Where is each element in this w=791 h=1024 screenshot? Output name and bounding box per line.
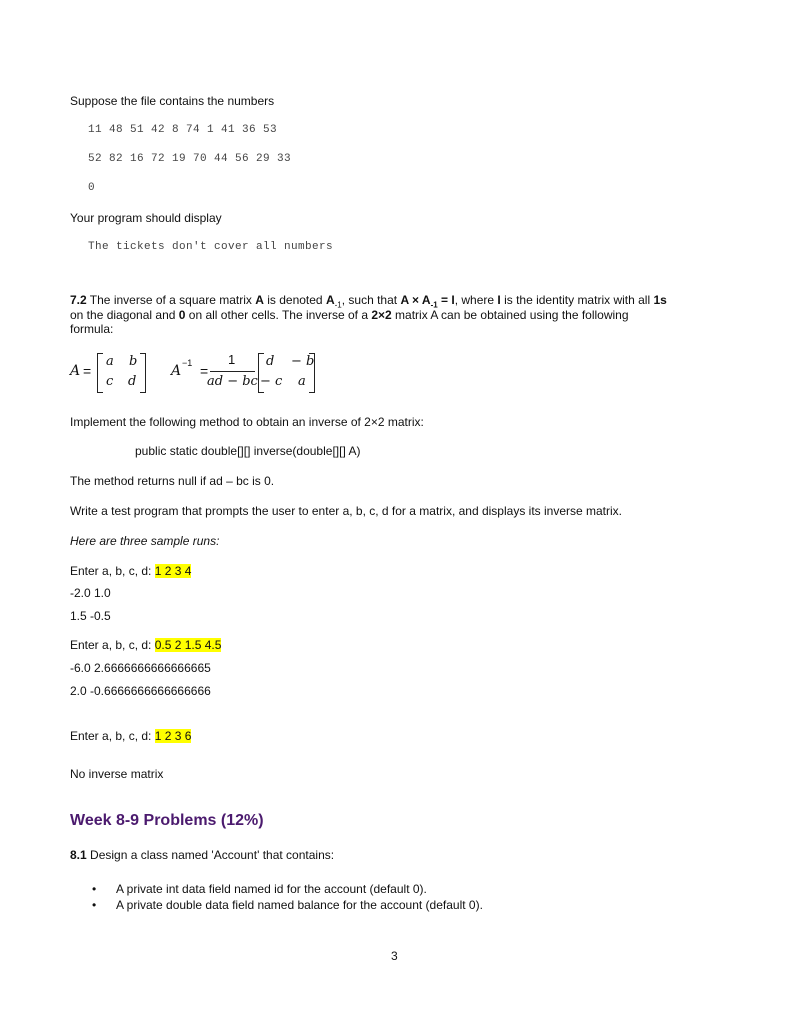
run1-output-1: -2.0 1.0 [70,586,111,600]
display-label: Your program should display [70,211,222,225]
run3-input: 1 2 3 6 [154,729,192,743]
bullet-icon: • [92,882,97,896]
run2-input: 0.5 2 1.5 4.5 [154,638,222,652]
bullet-2: • A private double data field named balance for the account (default 0). [92,898,483,912]
method-signature: public static double[][] inverse(double[][] A) [135,444,361,458]
bullet-1: • A private int data field named id for the account (default 0). [92,882,427,896]
problem-8-1-intro: 8.1 Design a class named 'Account' that contains: [70,848,335,862]
section-heading-week-8-9: Week 8-9 Problems (12%) [70,812,264,829]
matrix-bracket-right [140,353,146,393]
display-output: The tickets don't cover all numbers [88,241,334,253]
write-text: Write a test program that prompts the user to enter a, b, c, d for a matrix, and displays its inverse matrix. [70,504,622,518]
inverse-bracket-right [309,353,315,393]
problem-7-2-line-3: formula: [70,322,114,336]
problem-7-2-line-1: 7.2 The inverse of a square matrix A is denoted $A_{-1}$, such that $A \times A_{-1} = I$, where I is the identity matrix with all 1s [70,293,667,310]
run2-prompt-line: Enter a, b, c, d: 0.5 2 1.5 4.5 [70,638,222,652]
file-numbers-line-2: 52 82 16 72 19 70 44 56 29 33 [88,153,292,165]
run3-output: No inverse matrix [70,767,164,781]
intro-text: Suppose the file contains the numbers [70,94,275,108]
file-numbers-line-1: 11 48 51 42 8 74 1 41 36 53 [88,124,278,136]
run1-prompt-line: Enter a, b, c, d: 1 2 3 4 [70,564,192,578]
run1-output-2: 1.5 -0.5 [70,609,111,623]
problem-number: 7.2 [70,293,87,307]
bullet-icon: • [92,898,97,912]
implement-text: Implement the following method to obtain an inverse of 2×2 matrix: [70,415,424,429]
problem-7-2-line-2: on the diagonal and 0 on all other cells. The inverse of a 2×2 matrix A can be obtained using the following [70,308,629,322]
fraction-bar [210,371,255,372]
page-number: 3 [391,949,398,963]
run2-output-2: 2.0 -0.6666666666666666 [70,684,211,698]
run1-input: 1 2 3 4 [154,564,192,578]
file-numbers-line-3: 0 [88,182,96,194]
run3-prompt-line: Enter a, b, c, d: 1 2 3 6 [70,729,192,743]
samples-label: Here are three sample runs: [70,534,220,548]
matrix-bracket-left [97,353,103,393]
inverse-formula: A = a b c d A −1 = 1 ad − bc d − b − c a [70,348,350,398]
run2-output-1: -6.0 2.6666666666666665 [70,661,211,675]
problem-number-8-1: 8.1 [70,848,87,862]
returns-text: The method returns null if ad – bc is 0. [70,474,275,488]
